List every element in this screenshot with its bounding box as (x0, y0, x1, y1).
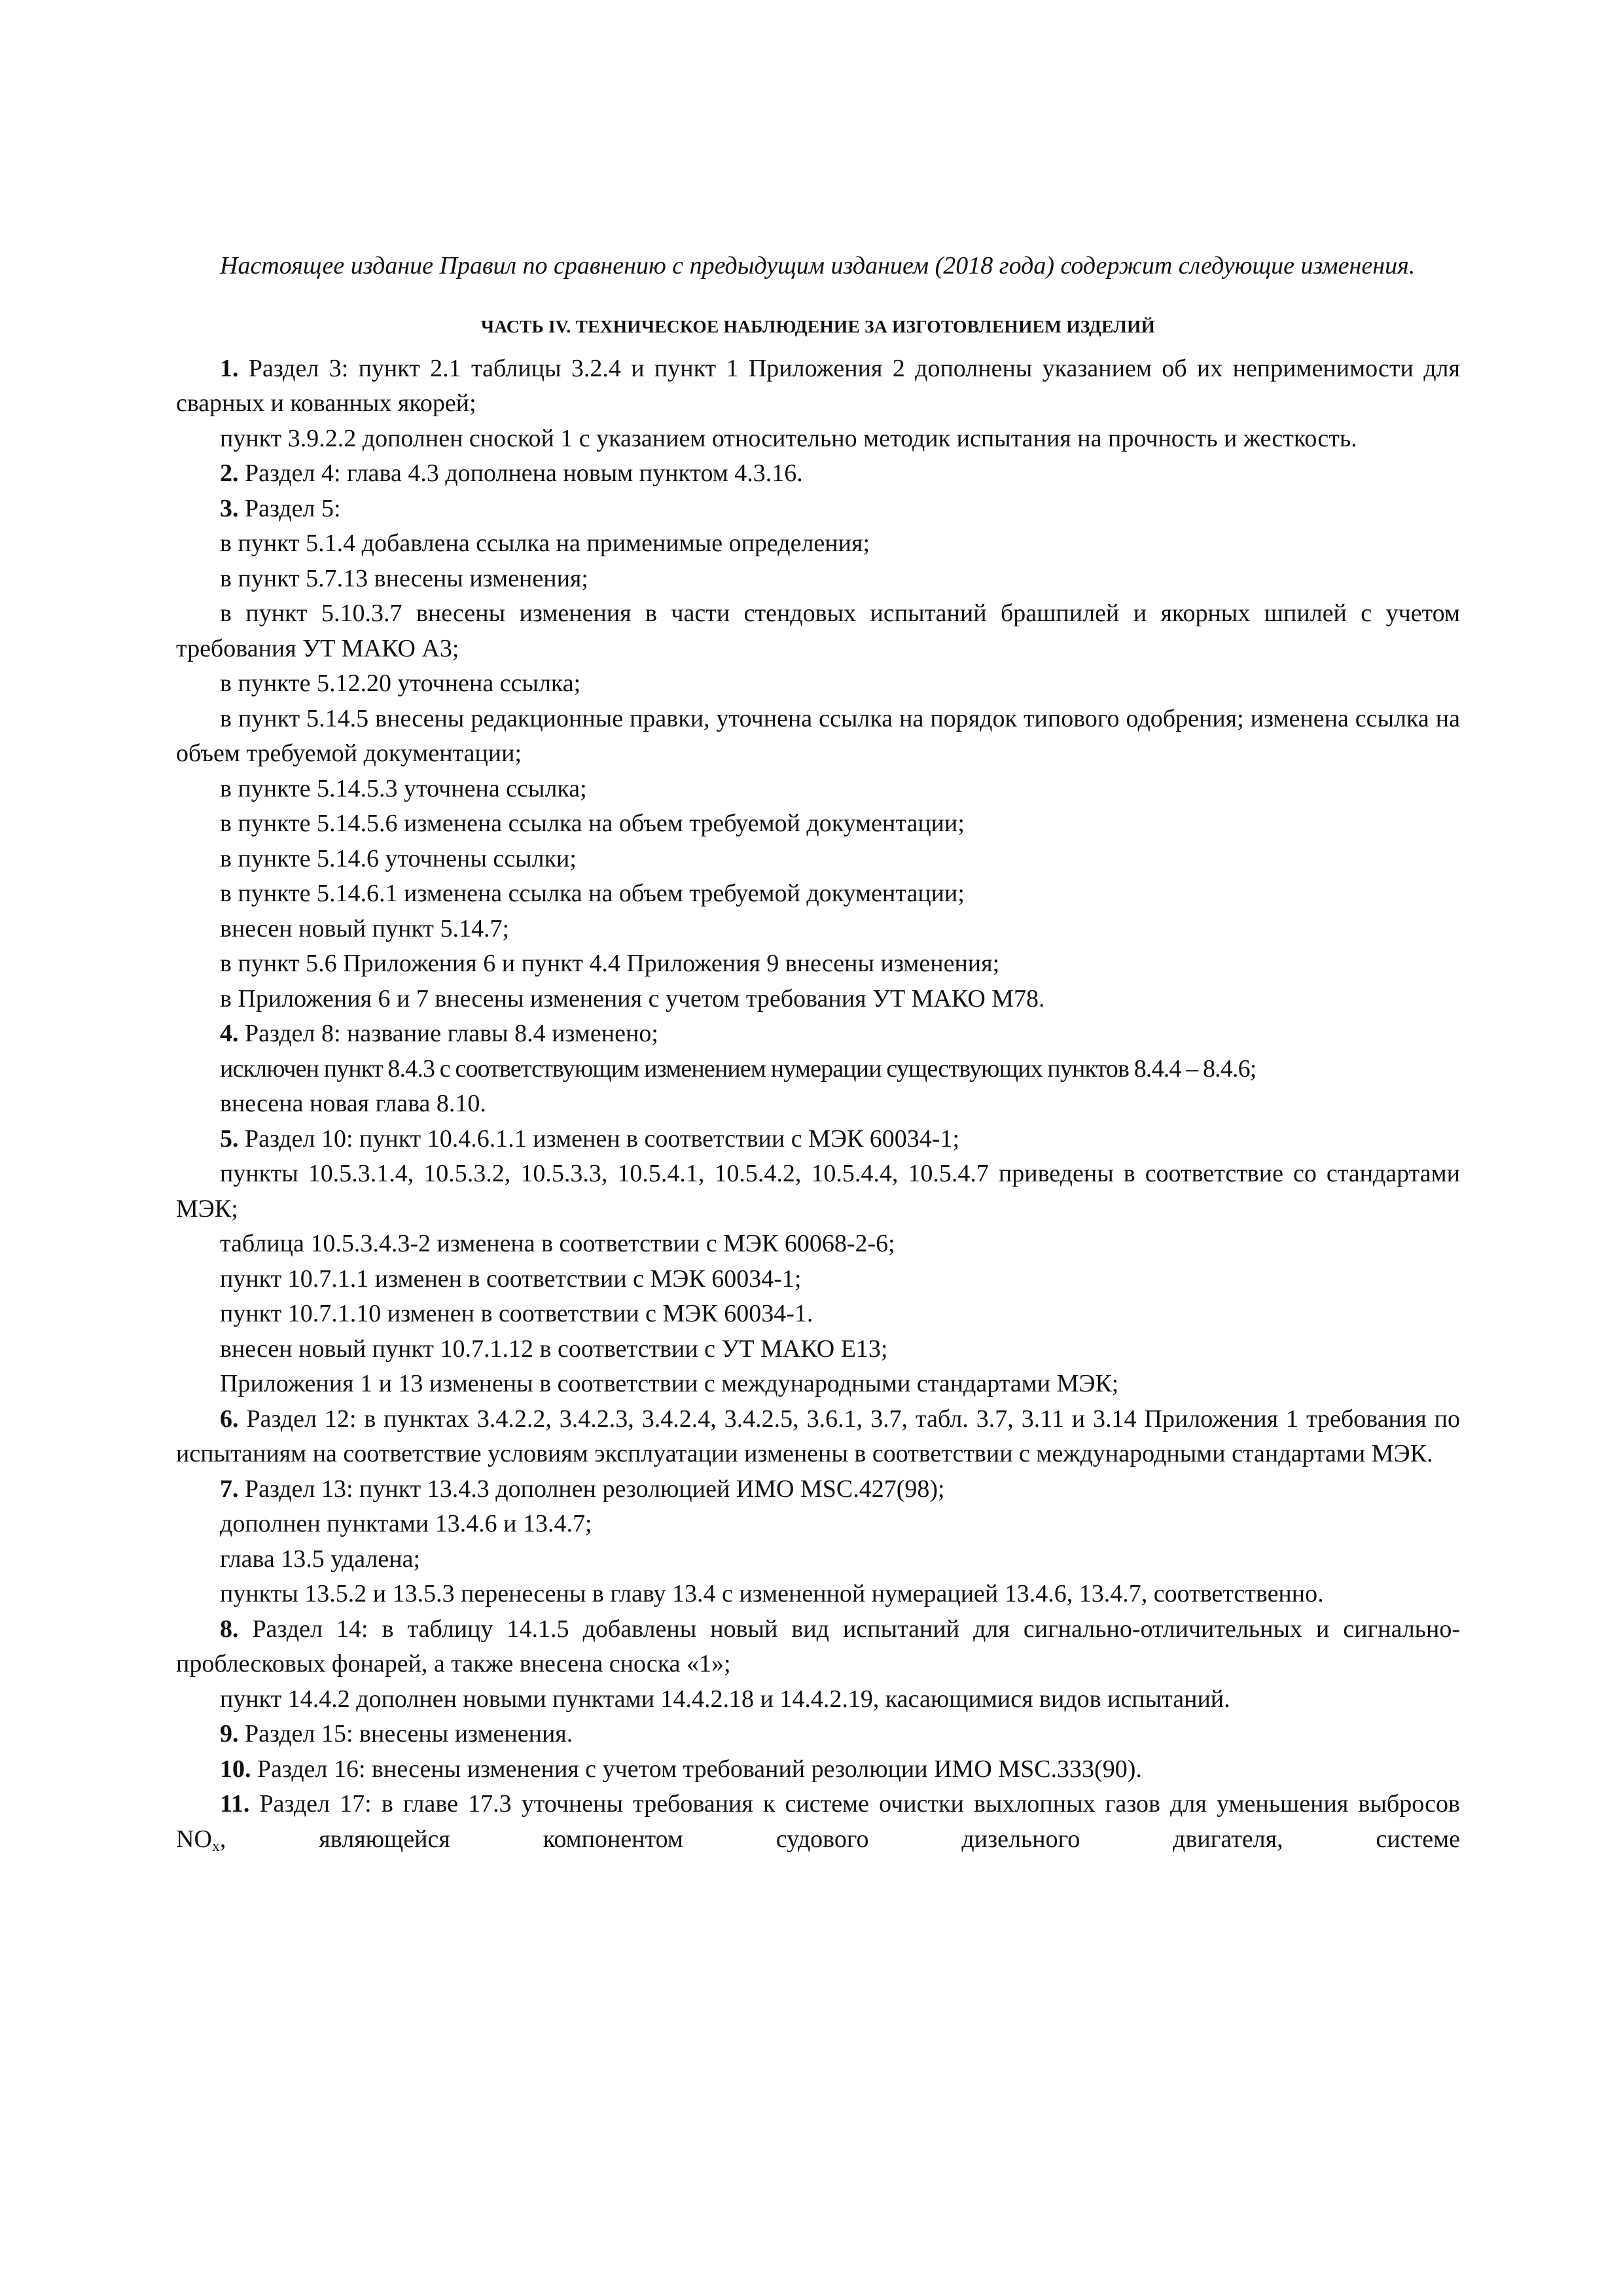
list-item-3-sub-5: в пункт 5.14.5 внесены редакционные правки, уточнена ссылка на порядок типового одобрения; изменена ссылка на объем требуемой документации; (176, 704, 1460, 767)
subscript-x: x (211, 1837, 220, 1855)
item-text: Раздел 4: глава 4.3 дополнена новым пунктом 4.3.16. (238, 459, 803, 487)
list-item-1 (176, 351, 1460, 422)
list-item-4-sub-2: внесена новая глава 8.10. (220, 1090, 486, 1117)
list-item-8-sub-1: пункт 14.4.2 дополнен новыми пунктами 14.4.2.18 и 14.4.2.19, касающимися видов испытаний. (220, 1685, 1230, 1713)
item-text: Раздел 3: пункт 2.1 таблицы 3.2.4 и пункт 1 Приложения 2 дополнены указанием об их неприменимости для сварных и кованных якорей; (176, 354, 1460, 417)
list-item-5-sub-5: внесен новый пункт 10.7.1.12 в соответствии с УТ МАКО Е13; (220, 1335, 888, 1363)
list-item-3-sub-2: в пункт 5.7.13 внесены изменения; (220, 564, 588, 592)
item-text: Раздел 8: название главы 8.4 изменено; (238, 1020, 658, 1047)
item-number: 3. (220, 494, 239, 522)
list-item-11 (176, 1787, 1460, 1857)
list-item-5-sub-4: пункт 10.7.1.10 изменен в соответствии с МЭК 60034-1. (220, 1300, 813, 1327)
list-item-5-sub-2: таблица 10.5.3.4.3-2 изменена в соответствии с МЭК 60068-2-6; (220, 1230, 895, 1257)
list-item-3-sub-9: в пункте 5.14.6.1 изменена ссылка на объем требуемой документации; (220, 880, 965, 907)
list-item-1-sub-1: пункт 3.9.2.2 дополнен сноской 1 с указанием относительно методик испытания на прочность и жесткость. (220, 424, 1357, 452)
item-text: Раздел 12: в пунктах 3.4.2.2, 3.4.2.3, 3.4.2.4, 3.4.2.5, 3.6.1, 3.7, табл. 3.7, 3.11 и 3.14 Приложения 1 требования по испытаниям на соответствие условиям эксплуатации изменены в соответствии с международными стандартами МЭК. (176, 1405, 1460, 1467)
list-item-7-sub-3: пункты 13.5.2 и 13.5.3 перенесены в главу 13.4 с измененной нумерацией 13.4.6, 13.4.7, соответственно. (220, 1580, 1324, 1607)
list-item-5 (176, 1122, 1460, 1157)
list-item-2 (176, 456, 1460, 492)
list-item-7 (176, 1472, 1460, 1507)
list-item-5-sub-1: пункты 10.5.3.1.4, 10.5.3.2, 10.5.3.3, 10.5.4.1, 10.5.4.2, 10.5.4.4, 10.5.4.7 приведены в соответствие со стандартами МЭК; (176, 1160, 1460, 1223)
list-item-4-sub-1: исключен пункт 8.4.3 с соответствующим изменением нумерации существующих пунктов 8.4.4 – 8.4.6; (220, 1054, 1257, 1083)
item-number: 2. (220, 459, 239, 487)
list-item-3-sub-12: в Приложения 6 и 7 внесены изменения с учетом требования УТ МАКО М78. (220, 984, 1045, 1013)
item-number: 1. (220, 354, 239, 382)
item-number: 11. (220, 1790, 250, 1818)
list-item-10 (176, 1752, 1460, 1787)
list-item-6 (176, 1402, 1460, 1472)
item-number: 6. (220, 1405, 239, 1433)
item-number: 4. (220, 1020, 239, 1047)
item-number: 8. (220, 1615, 239, 1643)
list-item-3-sub-1: в пункт 5.1.4 добавлена ссылка на применимые определения; (220, 529, 870, 557)
item-text: Раздел 16: внесены изменения с учетом требований резолюции ИМО MSC.333(90). (251, 1755, 1142, 1783)
list-item-3-sub-10: внесен новый пункт 5.14.7; (220, 914, 510, 942)
item-text: Раздел 14: в таблицу 14.1.5 добавлены новый вид испытаний для сигнально-отличительных и сигнально-проблесковых фонарей, а также внесена сноска «1»; (176, 1615, 1460, 1677)
list-item-3-sub-8: в пункте 5.14.6 уточнены ссылки; (220, 844, 577, 872)
item-number: 9. (220, 1720, 239, 1748)
item-text: Раздел 17: в главе 17.3 уточнены требования к системе очистки выхлопных газов для уменьшения выбросов NO (176, 1790, 1460, 1853)
list-item-3 (176, 492, 1460, 527)
item-number: 7. (220, 1475, 239, 1503)
list-item-7-sub-2: глава 13.5 удалена; (220, 1545, 421, 1573)
list-item-7-sub-1: дополнен пунктами 13.4.6 и 13.4.7; (220, 1510, 592, 1537)
part-heading: ЧАСТЬ IV. ТЕХНИЧЕСКОЕ НАБЛЮДЕНИЕ ЗА ИЗГОТОВЛЕНИЕМ ИЗДЕЛИЙ (480, 315, 1156, 336)
item-text: Раздел 5: (238, 494, 341, 522)
item-number: 5. (220, 1124, 239, 1153)
list-item-5-sub-6: Приложения 1 и 13 изменены в соответствии с международными стандартами МЭК; (220, 1370, 1119, 1397)
item-text: Раздел 15: внесены изменения. (238, 1720, 573, 1748)
item-text-continued: , являющейся компонентом судового дизельного двигателя, системе (219, 1825, 1460, 1853)
list-item-9 (176, 1717, 1460, 1752)
list-item-3-sub-7: в пункте 5.14.5.6 изменена ссылка на объем требуемой документации; (220, 810, 965, 837)
list-item-3-sub-6: в пункте 5.14.5.3 уточнена ссылка; (220, 774, 587, 802)
list-item-3-sub-4: в пункте 5.12.20 уточнена ссылка; (220, 670, 581, 697)
item-text: Раздел 13: пункт 13.4.3 дополнен резолюцией ИМО MSC.427(98); (238, 1475, 945, 1503)
item-number: 10. (220, 1755, 251, 1783)
list-item-4 (176, 1016, 1460, 1052)
list-item-3-sub-3: в пункт 5.10.3.7 внесены изменения в части стендовых испытаний брашпилей и якорных шпилей с учетом требования УТ МАКО А3; (176, 600, 1460, 662)
item-text: Раздел 10: пункт 10.4.6.1.1 изменен в соответствии с МЭК 60034-1; (238, 1124, 959, 1153)
list-item-8 (176, 1612, 1460, 1682)
page-content (176, 249, 1460, 1857)
list-item-5-sub-3: пункт 10.7.1.1 изменен в соответствии с МЭК 60034-1; (220, 1265, 802, 1293)
intro-paragraph: Настоящее издание Правил по сравнению с предыдущим изданием (2018 года) содержит следующие изменения. (220, 252, 1416, 279)
list-item-3-sub-11: в пункт 5.6 Приложения 6 и пункт 4.4 Приложения 9 внесены изменения; (220, 950, 1000, 977)
